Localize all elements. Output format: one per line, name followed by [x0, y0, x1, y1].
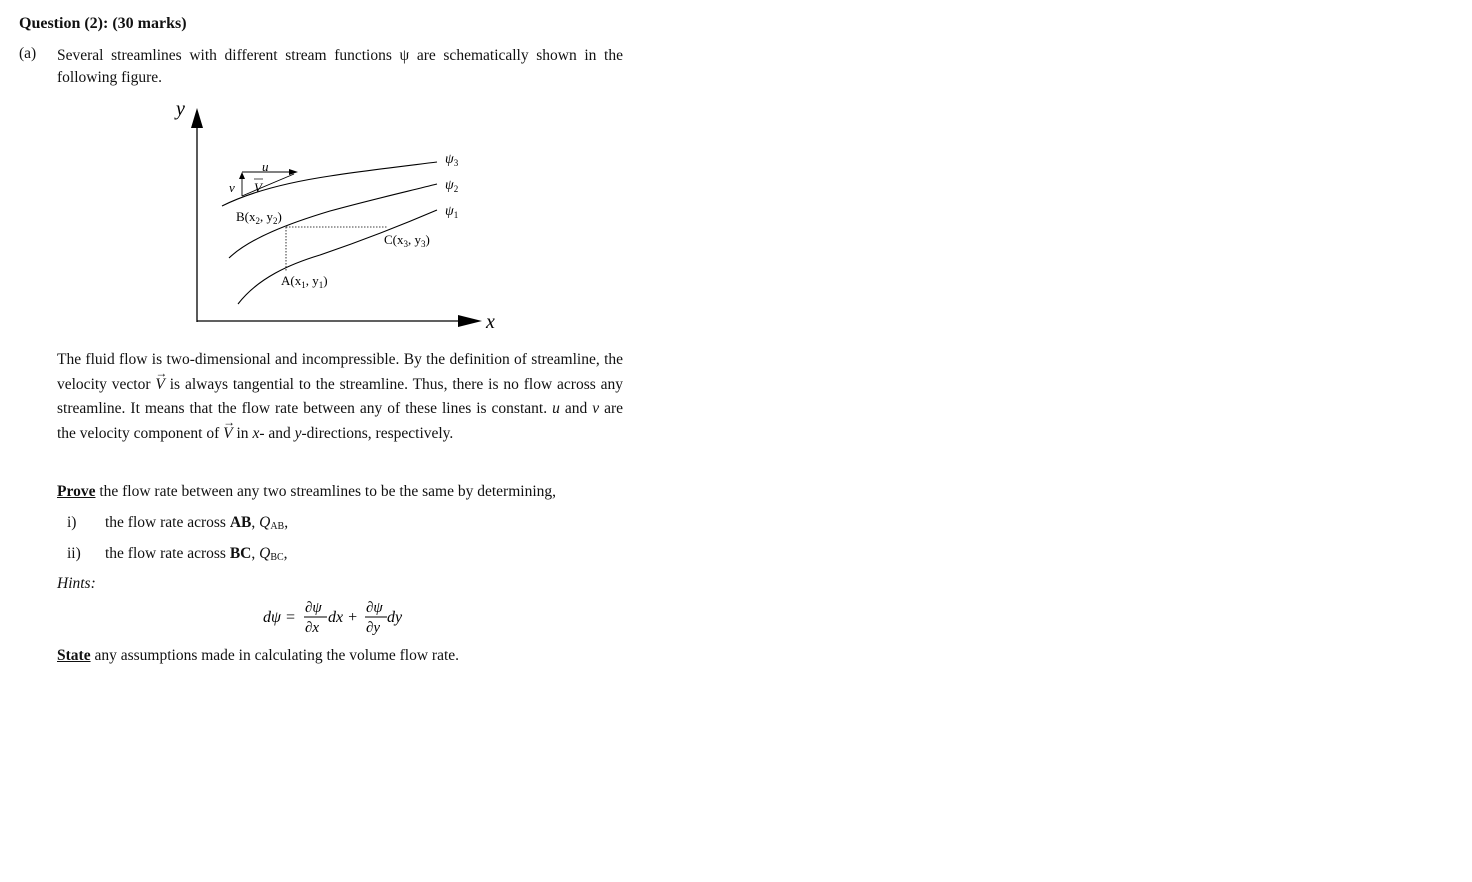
prove-word: Prove	[57, 483, 96, 500]
v-arrowhead	[239, 172, 245, 179]
item-text: the flow rate across	[105, 514, 230, 531]
list-item	[67, 514, 76, 532]
y-axis-label: y	[176, 98, 185, 120]
part-a-label: (a)	[19, 45, 37, 62]
v-symbol: v	[592, 400, 600, 417]
equation-den1: ∂x	[305, 620, 320, 636]
equation-end: dy	[387, 609, 403, 626]
y-symbol: y	[294, 424, 302, 442]
psi3-label: $\psi_3$	[445, 152, 459, 168]
item-q: Q	[259, 514, 271, 531]
velocity-vector-symbol-2: → V	[223, 422, 232, 447]
point-A-label: $A(x_1$, $y_1$)	[281, 273, 328, 290]
para-s4: in	[232, 424, 253, 442]
item-qsub: BC	[270, 552, 284, 563]
psi2-label: $\psi_2$	[445, 178, 459, 194]
u-label: u	[262, 159, 269, 174]
v-label: v	[229, 180, 235, 195]
para-s3: are the velocity component of	[57, 400, 624, 442]
y-axis-arrowhead	[191, 108, 203, 128]
equation-den2: ∂y	[366, 620, 381, 636]
list-item-text: the flow rate across AB, $Q_{AB}$,	[105, 514, 289, 532]
para-s6: -directions, respectively.	[301, 424, 454, 442]
V-label: V	[254, 180, 262, 195]
explanation-paragraph	[57, 348, 623, 446]
velocity-vector-symbol: → V	[155, 373, 164, 398]
para-and: and	[559, 400, 593, 417]
hint-equation	[255, 593, 425, 639]
hints-label: Hints:	[57, 575, 96, 592]
equation-lhs: dψ =	[263, 609, 296, 626]
x-axis-arrowhead	[458, 315, 482, 327]
state-rest: any assumptions made in calculating the volume flow rate.	[90, 647, 460, 664]
list-item-text: the flow rate across BC, $Q_{BC}$,	[105, 545, 288, 563]
x-axis-label: x	[486, 311, 495, 333]
item-number: ii)	[67, 545, 81, 562]
state-word: State	[57, 647, 91, 664]
streamline-figure	[0, 0, 700, 340]
para-s1: The fluid flow is two-dimensional and incompressible. By the definition of streamline, the velocity vector	[57, 351, 623, 393]
equation-num2: ∂ψ	[366, 600, 383, 616]
item-number: i)	[67, 514, 77, 531]
para-s5: - and	[259, 424, 295, 442]
prove-instruction	[57, 483, 556, 501]
prove-rest: the flow rate between any two streamlines to be the same by determining,	[95, 483, 557, 500]
part-a-intro: Several streamlines with different stream functions ψ are schematically shown in the following figure.	[57, 47, 623, 86]
item-text: the flow rate across	[105, 545, 230, 562]
psi1-label: $\psi_1$	[445, 204, 459, 220]
point-C-label: $C(x_3$, $y_3$)	[384, 232, 430, 249]
item-tail: ,	[283, 545, 288, 562]
equation-num1: ∂ψ	[305, 600, 322, 616]
item-bold: AB	[229, 514, 252, 531]
item-qsub: AB	[270, 521, 285, 532]
streamline-psi1	[238, 210, 437, 304]
equation-mid: dx +	[328, 609, 358, 626]
state-instruction	[57, 647, 459, 665]
item-tail: ,	[284, 514, 289, 531]
item-q: Q	[259, 545, 271, 562]
point-B-label: $B(x_2$, $y_2$)	[236, 209, 282, 226]
u-symbol: u	[552, 400, 560, 417]
x-symbol: x	[252, 424, 260, 442]
para-s2: is always tangential to the streamline. Thus, there is no flow across any streamline. It means that the flow rate between any of these lines is constant.	[57, 375, 624, 417]
velocity-vector-arrow	[242, 174, 294, 196]
item-bold: BC	[229, 545, 252, 562]
list-item	[67, 545, 81, 563]
question-title: Question (2): (30 marks)	[19, 15, 187, 32]
